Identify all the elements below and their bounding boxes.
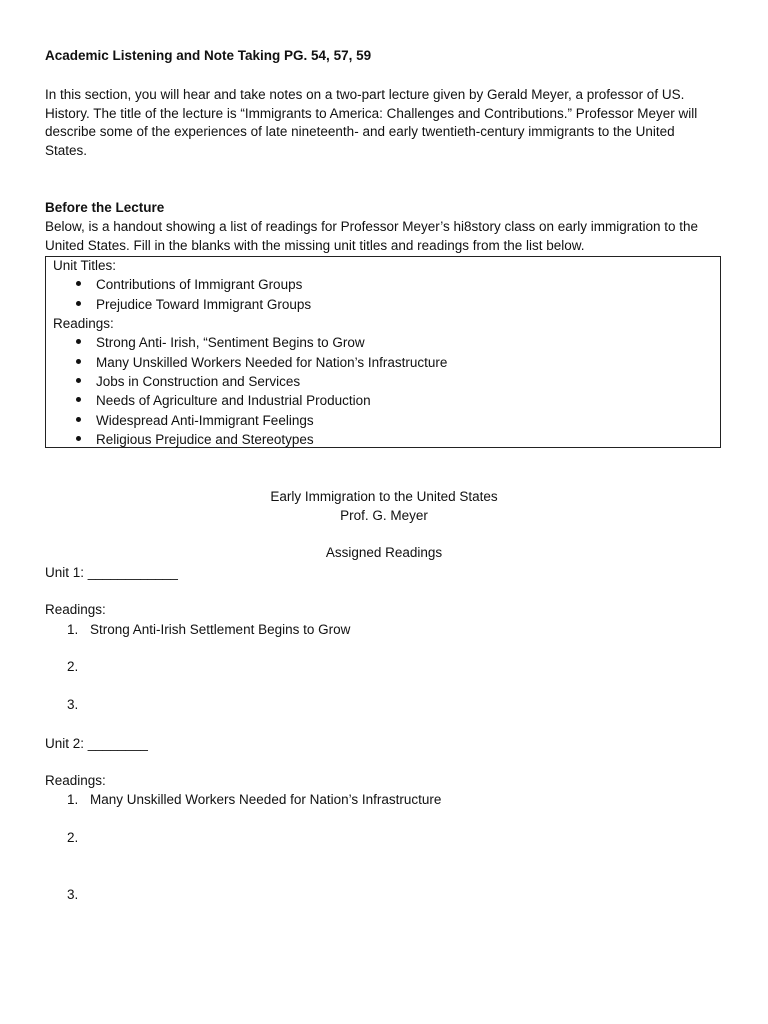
before-line: United States. Fill in the blanks with the missing unit titles and readings from the list below.: [45, 237, 585, 253]
unit-titles-label: Unit Titles:: [53, 258, 117, 273]
intro-line: describe some of the experiences of late nineteenth- and early twentieth-century immigrants to the United: [45, 124, 675, 139]
reading-item: [76, 432, 314, 447]
section-heading-before-lecture: Before the Lecture: [45, 200, 165, 215]
item-number: 1.: [67, 792, 79, 807]
intro-line: History. The title of the lecture is “Immigrants to America: Challenges and Contributions.” Professor Meyer will: [45, 105, 698, 121]
handout-subtitle: Assigned Readings: [325, 545, 443, 560]
item-number: 1.: [67, 622, 79, 637]
before-lecture-paragraph: [45, 218, 735, 255]
bullet-icon: [76, 417, 81, 422]
reading-text: Needs of Agriculture and Industrial Production: [96, 393, 371, 408]
unit2-reading-item: [67, 792, 441, 807]
unit2-label: Unit 2: ________: [45, 736, 148, 751]
reading-text: Widespread Anti-Immigrant Feelings: [96, 413, 314, 428]
reading-text: Jobs in Construction and Services: [96, 374, 301, 389]
intro-paragraph: [45, 86, 735, 160]
item-number: 2.: [67, 659, 79, 674]
item-number: 2.: [67, 830, 79, 845]
unit1-reading-item: [67, 659, 90, 674]
bullet-icon: [76, 359, 81, 364]
before-line: Below, is a handout showing a list of readings for Professor Meyer’s hi8story class on early immigration to the: [45, 219, 699, 234]
document-title: Academic Listening and Note Taking PG. 54, 57, 59: [45, 48, 372, 63]
item-number: 3.: [67, 697, 79, 712]
handout-professor: Prof. G. Meyer: [340, 508, 428, 523]
unit2-reading-item: [67, 887, 90, 902]
handout-course-title: Early Immigration to the United States: [270, 489, 498, 504]
intro-line: States.: [45, 142, 88, 158]
bullet-icon: [76, 281, 81, 286]
reading-item: [76, 413, 314, 428]
reading-item: [76, 393, 371, 408]
reading-text: Strong Anti- Irish, “Sentiment Begins to Grow: [96, 335, 365, 350]
bullet-icon: [76, 397, 81, 402]
bullet-icon: [76, 301, 81, 306]
word-bank-box: [45, 256, 721, 448]
unit-title-item: [76, 277, 302, 292]
unit-title-item: [76, 297, 311, 312]
unit2-readings-label: Readings:: [45, 773, 106, 788]
intro-line: In this section, you will hear and take notes on a two-part lecture given by Gerald Meyer, a professor of US.: [45, 87, 685, 102]
item-text: Many Unskilled Workers Needed for Nation’s Infrastructure: [90, 792, 442, 807]
unit1-label: Unit 1: ____________: [45, 565, 178, 580]
reading-item: [76, 355, 447, 370]
item-text: Strong Anti-Irish Settlement Begins to Grow: [90, 622, 351, 637]
reading-item: [76, 374, 300, 389]
reading-text: Many Unskilled Workers Needed for Nation’s Infrastructure: [96, 355, 448, 370]
reading-text: Religious Prejudice and Stereotypes: [96, 432, 314, 447]
reading-item: [76, 335, 365, 350]
bullet-icon: [76, 339, 81, 344]
bullet-icon: [76, 378, 81, 383]
unit1-reading-item: [67, 622, 350, 637]
item-number: 3.: [67, 887, 79, 902]
unit-title-text: Prejudice Toward Immigrant Groups: [96, 297, 312, 312]
unit-title-text: Contributions of Immigrant Groups: [96, 277, 303, 292]
unit1-readings-label: Readings:: [45, 602, 106, 617]
bullet-icon: [76, 436, 81, 441]
readings-label: Readings:: [53, 316, 114, 331]
unit1-reading-item: [67, 697, 90, 712]
unit2-reading-item: [67, 830, 90, 845]
